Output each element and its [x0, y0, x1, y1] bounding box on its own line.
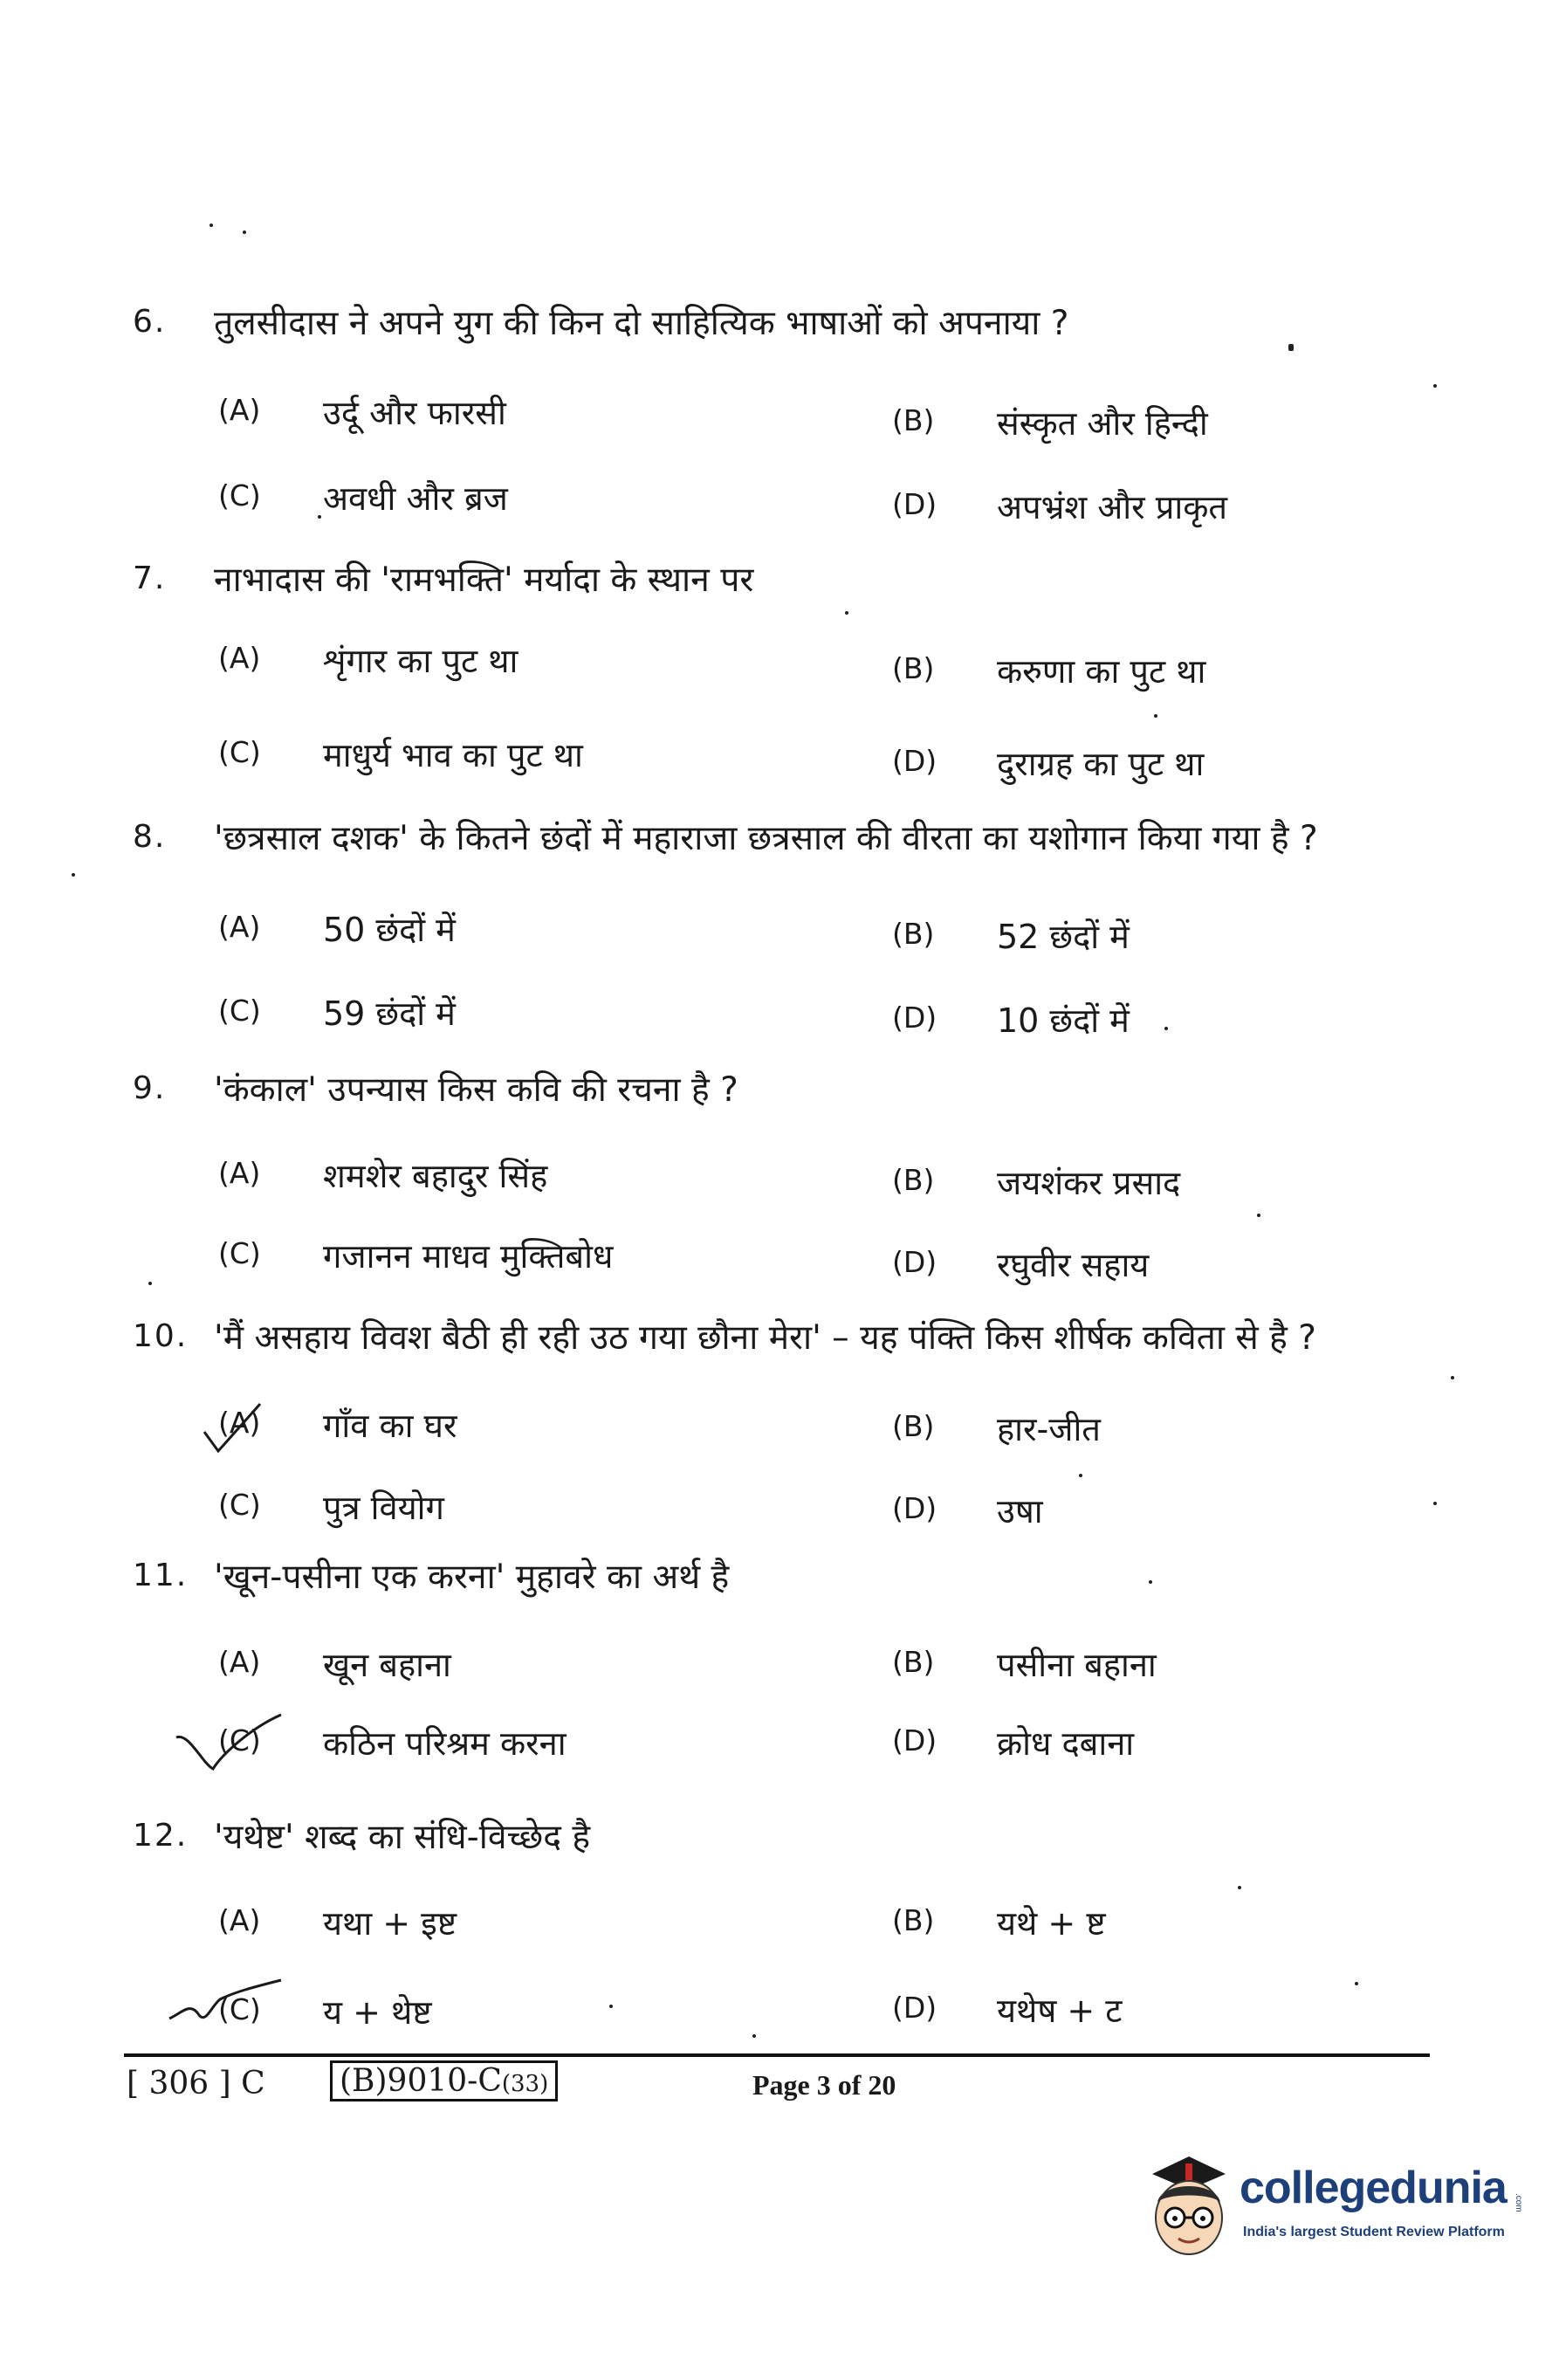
option-text: करुणा का पुट था — [997, 652, 1206, 691]
page-indicator: Page 3 of 20 — [752, 2069, 896, 2101]
footer-code: [ 306 ] C — [127, 2066, 265, 2101]
option-letter: (A) — [218, 1156, 261, 1190]
option-text: पसीना बहाना — [997, 1646, 1157, 1684]
option-letter: (B) — [892, 1903, 935, 1937]
footer-rule — [124, 2053, 1430, 2057]
question-text: 'छत्रसाल दशक' के कितने छंदों में महाराजा छत्रसाल की वीरता का यशोगान किया गया है ? — [214, 819, 1318, 858]
option-letter: (D) — [892, 1245, 937, 1279]
option-text: खून बहाना — [323, 1646, 451, 1684]
footer-series-code: (B)9010-C — [340, 2063, 502, 2099]
option-text: दुराग्रह का पुट था — [997, 745, 1205, 783]
scan-speck — [1154, 714, 1157, 718]
question-text: नाभादास की 'रामभक्ति' मर्यादा के स्थान पर — [214, 561, 754, 600]
option-text: संस्कृत और हिन्दी — [997, 404, 1208, 443]
scan-speck — [845, 611, 848, 615]
question-text: तुलसीदास ने अपने युग की किन दो साहित्यिक भाषाओं को अपनाया ? — [214, 304, 1069, 343]
option-letter: (A) — [218, 1903, 261, 1937]
option-letter: (B) — [892, 1163, 935, 1197]
option-text: अवधी और ब्रज — [323, 479, 508, 518]
option-text: 50 छंदों में — [323, 911, 456, 949]
scan-speck — [1238, 1886, 1241, 1889]
option-letter: (C) — [218, 1723, 261, 1757]
scan-speck — [72, 873, 75, 877]
option-text: गाँव का घर — [323, 1407, 457, 1445]
scan-speck — [318, 515, 321, 519]
scan-speck — [148, 1282, 152, 1285]
option-letter: (C) — [218, 994, 261, 1028]
option-text: यथेष + ट — [997, 1991, 1123, 2030]
brand-name: collegedunia — [1240, 2163, 1507, 2213]
question-number: 11. — [133, 1558, 189, 1593]
scan-speck — [243, 230, 246, 234]
question-number: 12. — [133, 1818, 189, 1854]
option-text: कठिन परिश्रम करना — [323, 1724, 567, 1763]
question-text: 'मैं असहाय विवश बैठी ही रही उठ गया छौना मेरा' – यह पंक्ति किस शीर्षक कविता से है ? — [214, 1318, 1316, 1358]
option-letter: (D) — [892, 1991, 937, 2025]
brand-watermark — [1145, 2155, 1529, 2260]
option-letter: (D) — [892, 1723, 937, 1757]
option-letter: (B) — [892, 651, 935, 685]
option-letter: (A) — [218, 1406, 261, 1440]
option-letter: (D) — [892, 1491, 937, 1525]
option-text: 10 छंदों में — [997, 1001, 1130, 1040]
option-text: 59 छंदों में — [323, 994, 456, 1033]
option-letter: (C) — [218, 1992, 261, 2026]
question-text: 'यथेष्ट' शब्द का संधि-विच्छेद है — [214, 1818, 591, 1857]
option-letter: (C) — [218, 1236, 261, 1270]
option-text: अपभ्रंश और प्राकृत — [997, 488, 1228, 526]
option-text: 52 छंदों में — [997, 918, 1130, 956]
option-letter: (C) — [218, 1488, 261, 1522]
option-text: य + थेष्ट — [323, 1993, 432, 2032]
option-text: हार-जीत — [997, 1410, 1101, 1448]
option-letter: (D) — [892, 744, 937, 778]
option-letter: (C) — [218, 478, 261, 512]
option-text: यथे + ष्ट — [997, 1904, 1106, 1943]
option-text: उर्दू और फारसी — [323, 394, 506, 432]
scan-speck — [1355, 1982, 1358, 1985]
option-letter: (A) — [218, 1645, 261, 1679]
option-text: रघुवीर सहाय — [997, 1246, 1150, 1284]
option-text: शृंगार का पुट था — [323, 642, 519, 680]
option-text: शमशेर बहादुर सिंह — [323, 1157, 548, 1195]
mascot-icon — [1145, 2155, 1233, 2260]
option-letter: (B) — [892, 1645, 935, 1679]
scan-speck — [209, 224, 213, 227]
handwritten-tick-q12 — [166, 1975, 288, 2036]
scan-speck — [1164, 1027, 1168, 1030]
footer-series-sub: (33) — [501, 2071, 549, 2097]
brand-tagline: India's largest Student Review Platform — [1243, 2225, 1505, 2239]
scan-speck — [1257, 1214, 1260, 1217]
scan-speck — [1288, 344, 1294, 351]
option-letter: (C) — [218, 735, 261, 769]
footer-series-box — [330, 2060, 558, 2101]
question-text: 'खून-पसीना एक करना' मुहावरे का अर्थ है — [214, 1558, 730, 1597]
option-letter: (B) — [892, 403, 935, 437]
option-letter: (A) — [218, 910, 261, 944]
question-number: 10. — [133, 1318, 189, 1354]
scan-speck — [1451, 1376, 1454, 1379]
question-number: 7. — [133, 561, 167, 596]
scan-speck — [1433, 1502, 1437, 1505]
brand-domain: .com — [1514, 2193, 1523, 2212]
question-text: 'कंकाल' उपन्यास किस कवि की रचना है ? — [214, 1070, 738, 1110]
option-letter: (A) — [218, 641, 261, 675]
option-text: क्रोध दबाना — [997, 1724, 1135, 1763]
scan-speck — [752, 2034, 756, 2038]
scan-speck — [1149, 1580, 1152, 1584]
option-letter: (D) — [892, 487, 937, 521]
option-text: जयशंकर प्रसाद — [997, 1164, 1181, 1202]
option-letter: (D) — [892, 1001, 937, 1035]
option-letter: (A) — [218, 393, 261, 427]
question-number: 6. — [133, 304, 167, 340]
option-text: उषा — [997, 1492, 1043, 1530]
scan-speck — [609, 2005, 613, 2008]
option-text: यथा + इष्ट — [323, 1904, 457, 1943]
scan-speck — [1079, 1474, 1082, 1477]
option-text: पुत्र वियोग — [323, 1489, 444, 1527]
option-letter: (B) — [892, 1409, 935, 1443]
question-number: 8. — [133, 819, 167, 855]
option-text: गजानन माधव मुक्तिबोध — [323, 1237, 614, 1276]
scan-speck — [1433, 384, 1437, 388]
option-letter: (B) — [892, 917, 935, 951]
question-number: 9. — [133, 1070, 167, 1106]
handwritten-tick-q10 — [199, 1397, 278, 1458]
handwritten-tick-q11 — [171, 1711, 293, 1781]
option-text: माधुर्य भाव का पुट था — [323, 736, 583, 774]
